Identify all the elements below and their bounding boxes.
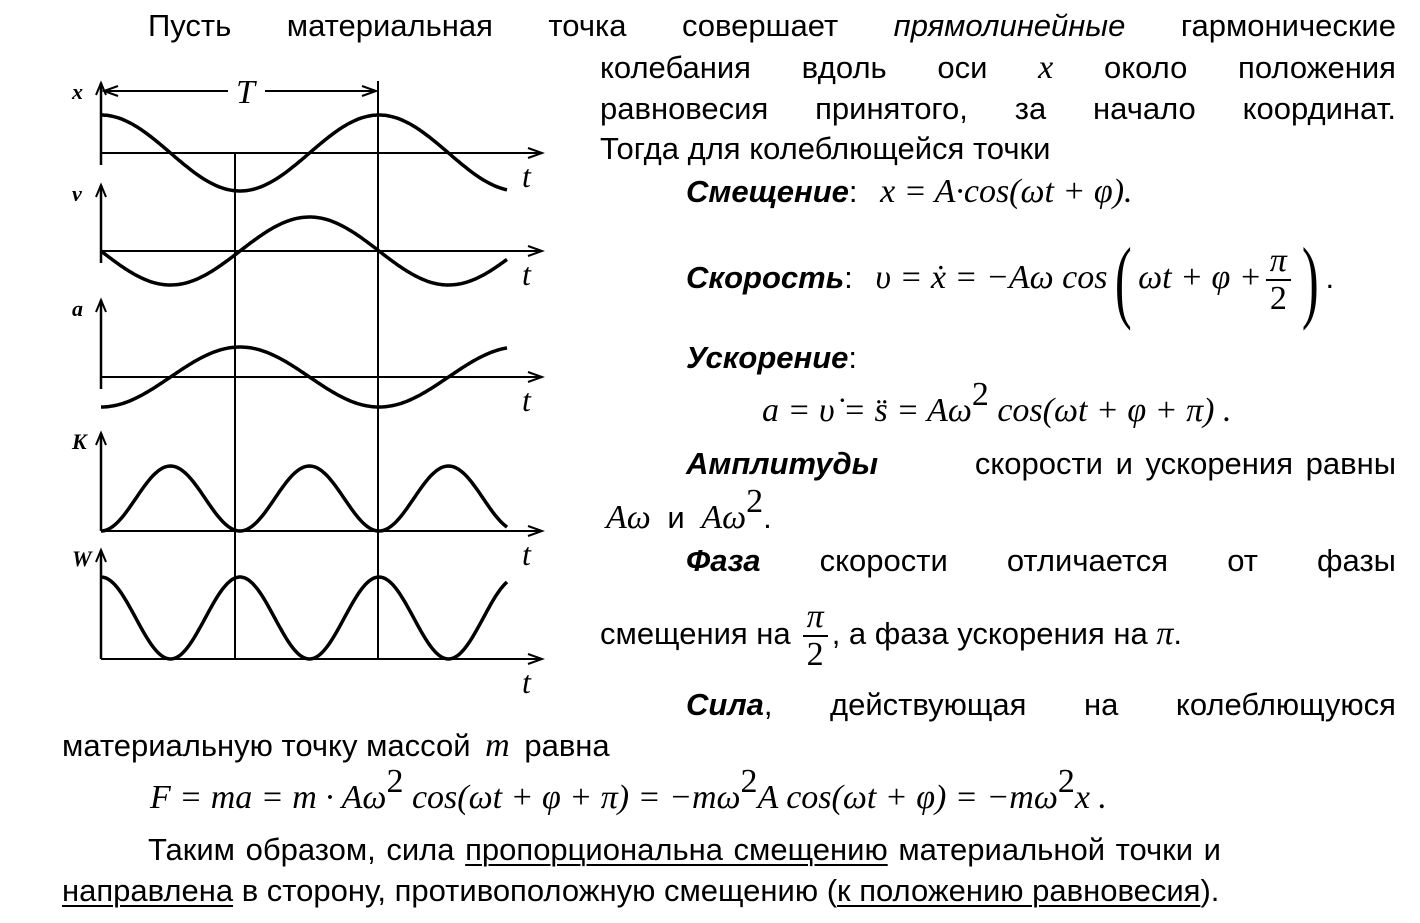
formula-force-part: cos(ωt + φ + π) = −mω bbox=[403, 779, 741, 816]
word: материальная bbox=[286, 8, 493, 43]
sentence: материальную точку массой bbox=[62, 728, 471, 763]
word: положения bbox=[1238, 50, 1396, 85]
term-acceleration: Ускорение bbox=[686, 340, 849, 375]
text-line-4 bbox=[600, 131, 1050, 167]
colon: : bbox=[844, 260, 853, 295]
formula-velocity-part: υ = ẋ = −Aω cos bbox=[875, 259, 1108, 296]
axis-label-a: a bbox=[72, 296, 83, 321]
sentence: Тогда для колеблющейся точки bbox=[600, 131, 1051, 166]
period: . bbox=[1173, 616, 1183, 651]
word: скорости bbox=[819, 543, 948, 578]
comma: , bbox=[763, 687, 773, 722]
axis-label-x: x bbox=[72, 79, 83, 104]
word: на bbox=[1084, 687, 1119, 722]
word: оси bbox=[937, 50, 988, 85]
math-amp-acceleration: Aω bbox=[701, 499, 747, 536]
left-paren: ( bbox=[1114, 228, 1132, 331]
word: около bbox=[1103, 50, 1188, 85]
exponent: 2 bbox=[1057, 763, 1075, 800]
phase-line-2 bbox=[600, 592, 1182, 682]
right-paren: ) bbox=[1301, 228, 1319, 331]
word: координат. bbox=[1242, 91, 1396, 126]
sentence: смещения на bbox=[600, 616, 791, 651]
math-mass: m bbox=[485, 727, 510, 764]
word: Пусть bbox=[148, 8, 232, 43]
text-line-2 bbox=[600, 50, 1396, 86]
term-displacement: Смещение bbox=[686, 174, 849, 209]
word: фазы bbox=[1317, 543, 1396, 578]
sentence: в сторону, противоположную смещению ( bbox=[241, 873, 838, 908]
word: колебания bbox=[600, 50, 751, 85]
sentence: скорости и ускорения равны bbox=[974, 446, 1396, 481]
amplitudes-line bbox=[686, 446, 1396, 482]
velocity-line bbox=[686, 228, 1335, 331]
denominator: 2 bbox=[1269, 279, 1287, 317]
sentence: , а фаза ускорения на bbox=[831, 616, 1148, 651]
t-axis-label: t bbox=[522, 256, 531, 292]
fraction-pi-over-2 bbox=[1266, 243, 1291, 317]
acceleration-formula-line bbox=[762, 376, 1232, 429]
t-axis-label: t bbox=[522, 158, 531, 194]
exponent: 2 bbox=[740, 763, 758, 800]
curve-W bbox=[101, 577, 507, 659]
word: и bbox=[667, 500, 685, 535]
emphasis-word: прямолинейные bbox=[893, 8, 1126, 43]
word: вдоль bbox=[801, 50, 887, 85]
t-axis-label: t bbox=[522, 536, 531, 572]
word: за bbox=[1014, 91, 1047, 126]
word: совершает bbox=[681, 8, 839, 43]
formula-acceleration-part: cos(ωt + φ + π) . bbox=[988, 392, 1232, 429]
text-line-1 bbox=[148, 8, 1396, 44]
term-force: Сила bbox=[686, 687, 764, 722]
period-label: T bbox=[236, 74, 255, 111]
word: равновесия bbox=[600, 91, 769, 126]
conclusion-line-2 bbox=[62, 873, 1219, 909]
word: равна bbox=[524, 728, 610, 763]
denominator: 2 bbox=[806, 635, 824, 673]
conclusion-line-1 bbox=[148, 832, 1221, 868]
term-amplitudes: Амплитуды bbox=[686, 446, 879, 481]
math-pi: π bbox=[1156, 615, 1174, 652]
sentence: ). bbox=[1200, 873, 1220, 908]
word: принятого, bbox=[815, 91, 968, 126]
underlined-phrase: пропорциональна смещению bbox=[465, 832, 888, 867]
math-var: x bbox=[1038, 49, 1054, 86]
displacement-line bbox=[686, 174, 1133, 210]
word: от bbox=[1227, 543, 1258, 578]
exponent: 2 bbox=[971, 376, 989, 413]
formula-acceleration-part: a = υ̇ = s̈ = Aω bbox=[762, 392, 972, 429]
numerator: π bbox=[1266, 243, 1291, 281]
sentence: Таким образом, сила bbox=[148, 832, 455, 867]
exponent: 2 bbox=[746, 483, 764, 520]
t-axis-label: t bbox=[522, 382, 531, 418]
sentence: материальной точки и bbox=[898, 832, 1221, 867]
underlined-phrase: к положению равновесия bbox=[837, 873, 1201, 908]
axis-label-K: K bbox=[72, 429, 87, 454]
force-formula-line bbox=[150, 763, 1107, 816]
phase-line bbox=[686, 543, 1396, 579]
period: . bbox=[763, 500, 772, 535]
term-phase: Фаза bbox=[686, 543, 761, 578]
formula-displacement: x = A·cos(ωt + φ). bbox=[880, 173, 1133, 210]
amplitudes-values-line bbox=[606, 483, 772, 536]
formula-force-part: A cos(ωt + φ) = −mω bbox=[757, 779, 1058, 816]
word: колеблющуюся bbox=[1175, 687, 1396, 722]
colon: : bbox=[848, 174, 858, 209]
numerator: π bbox=[803, 599, 828, 637]
word: гармонические bbox=[1180, 8, 1396, 43]
acceleration-term-line bbox=[686, 340, 857, 376]
exponent: 2 bbox=[386, 763, 404, 800]
math-amp-velocity: Aω bbox=[606, 499, 651, 536]
formula-force-part: x . bbox=[1074, 779, 1107, 816]
colon: : bbox=[848, 340, 858, 375]
text-line-3 bbox=[600, 91, 1396, 127]
formula-force-part: F = ma = m · Aω bbox=[150, 779, 387, 816]
curve-K bbox=[101, 466, 507, 531]
word: начало bbox=[1093, 91, 1196, 126]
force-line bbox=[686, 687, 1396, 723]
axis-label-W: W bbox=[72, 546, 92, 571]
period: . bbox=[1325, 260, 1335, 295]
oscillation-graphs-figure bbox=[0, 55, 560, 755]
term-velocity: Скорость bbox=[686, 260, 845, 295]
t-axis-label: t bbox=[522, 664, 531, 700]
formula-velocity-part: ωt + φ + bbox=[1138, 259, 1262, 296]
fraction-pi-over-2 bbox=[803, 599, 828, 673]
word: отличается bbox=[1006, 543, 1169, 578]
axis-label-v: v bbox=[72, 181, 82, 206]
underlined-phrase: направлена bbox=[62, 873, 234, 908]
word: действующая bbox=[830, 687, 1027, 722]
word: точка bbox=[548, 8, 627, 43]
force-line-2 bbox=[62, 728, 610, 764]
